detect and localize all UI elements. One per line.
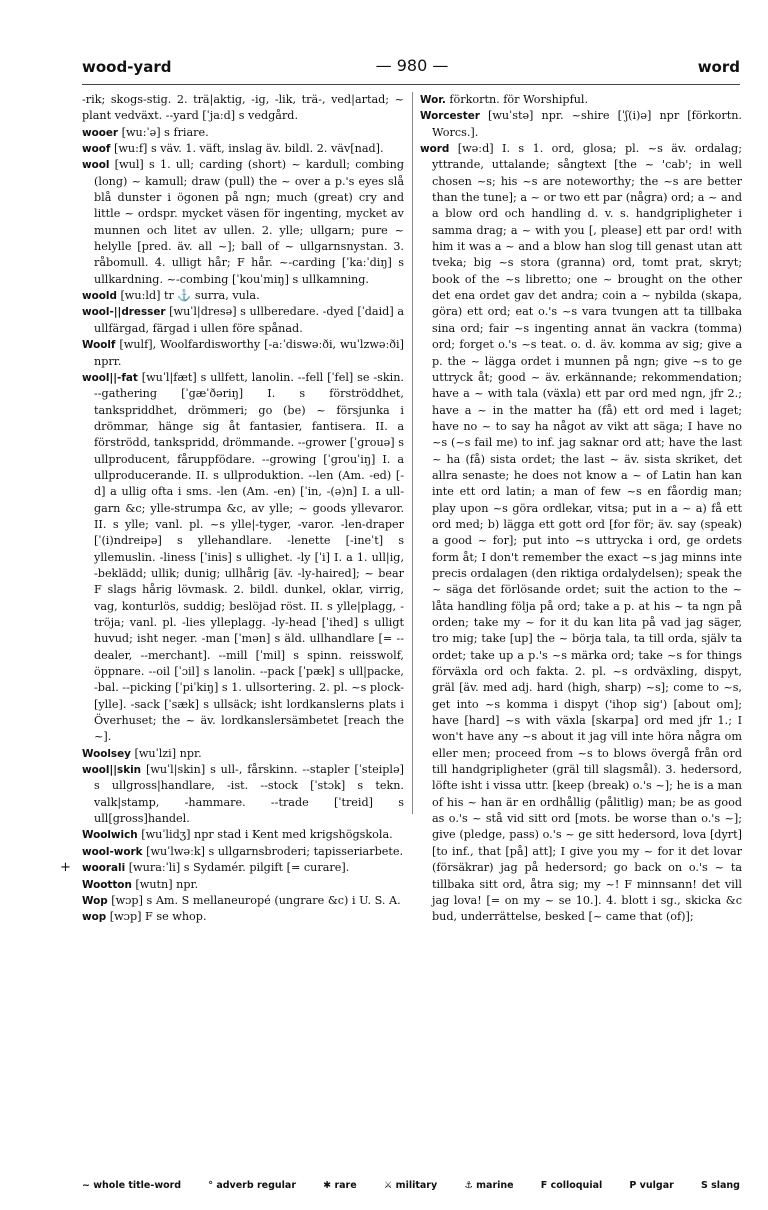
legend-item: S slang	[700, 1179, 740, 1191]
dictionary-entry	[82, 141, 404, 157]
headword: wooer	[82, 126, 119, 139]
headword: Wootton	[82, 878, 132, 891]
header-rule	[82, 84, 740, 85]
legend-item: ° adverb regular	[208, 1179, 297, 1191]
headword: Wor.	[420, 94, 446, 106]
entry-text: [wulf], Woolfardisworthy [-aːˈdiswəːði, wuˈlzwəːði] nprr.	[94, 338, 404, 368]
entry-text: [wuˈlzi] npr.	[130, 746, 202, 760]
abbreviation-legend	[82, 1176, 740, 1194]
dictionary-entry	[82, 288, 404, 304]
headword: woof	[82, 143, 111, 156]
headword: woold	[82, 290, 117, 303]
headword: wop	[82, 911, 107, 924]
entry-text: [wu:ˈə] s friare.	[118, 125, 209, 139]
dictionary-entry	[82, 370, 404, 746]
dictionary-entry	[420, 141, 742, 926]
legend-item: ⚔ military	[383, 1179, 438, 1191]
headword: wool	[82, 159, 110, 172]
dictionary-entry: + woorali [wuraːˈli] s Sydamér. pilgift [= curare].	[60, 860, 350, 876]
entry-text: [wɔp] F se whop.	[106, 910, 207, 924]
legend-item: F colloquial	[540, 1179, 603, 1191]
entry-text: [wu:ld] tr ⚓ surra, vula.	[116, 289, 260, 303]
legend-item: ~ whole title-word	[82, 1179, 182, 1191]
entry-text: [wuˈstə] npr. ~shire [ˈʃ(i)ə] npr [förkortn. Worcs.].	[432, 109, 742, 139]
headword: Woolsey	[82, 747, 131, 760]
entry-text: [wuˈl|fæt] s ullfett, lanolin. --fell [ˈfel] se -skin. --gathering [ˈgæˈðəriŋ] I. s förströddhet, tankspriddhet, drömmeri; go (be) ~ försjunka i drömmar, hänge sig åt fantasier, fantisera. II. a förströdd, tankspridd, drömmande. --grower [ˈgrouə] s ullproducent, fåruppfödare. --growing [ˈgrouˈiŋ] I. a ullproducerande. II. s ullproduktion. --len (Am. -ed) [-d] a ullig ofta i sms. -len (Am. -en) [ˈin, -(ə)n] I. a ull-garn &c; ylle-strumpa &c, av ylle; ~ goods yllevaror. II. s ylle; vanl. pl. ~s ylle|-tyger, -varor. -len-draper [ˈ(i)ndreipə] s yllehandlare. -lenette [-ineˈt] s yllemuslin. -liness [ˈinis] s ullighet. -ly [ˈi] I. a 1. ull|ig, -beklädd; ullik; dunig; ullhårig [äv. -ly-haired]; ~ bear F slags hårig lövmask. 2. bildl. dunkel, oklar, virrig, vag, konturlös, suddig; beslöjad röst. II. s ylle|plagg, -tröja; vanl. pl. -lies ylleplagg. -ly-head [ˈihed] s ulligt huvud; isht neger. -man [ˈmən] s äld. ullhandlare [= --dealer, --merchant]. --mill [ˈmil] s spinn. reisswolf, öppnare. --oil [ˈɔil] s lanolin. --pack [ˈpæk] s ull|packe, -bal. --picking [ˈpiˈkiŋ] s 1. ullsortering. 2. pl. ~s plock-[ylle]. -sack [ˈsæk] s ullsäck; isht lordkanslerns plats i Överhuset; the ~ äv. lordkanslersämbetet [reach the ~].	[94, 370, 404, 744]
header-last-word: word	[697, 58, 740, 76]
dictionary-entry	[82, 125, 404, 141]
headword: wool-work	[82, 845, 143, 858]
right-column	[420, 92, 742, 926]
entry-text: [wuˈl|skin] s ull-, fårskinn. --stapler [ˈsteiplə] s ullgross|handlare, -ist. --stock [ˈstɔk] s tekn. valk|stamp, -hammare. --trade [ˈtreid] s ull[gross]handel.	[94, 763, 404, 826]
dictionary-entry	[82, 909, 404, 925]
headword: word	[420, 143, 450, 156]
legend-item: P vulgar	[629, 1179, 674, 1191]
column-divider	[412, 92, 413, 814]
headword: Worcester	[420, 110, 480, 123]
entry-text: -rik; skogs-stig. 2. trä|aktig, -ig, -lik, trä-, ved|artad; ~ plant vedväxt. --yard [ˈjaːd] s vedgård.	[82, 93, 404, 123]
headword: wool-||dresser	[82, 306, 166, 319]
dictionary-entry	[82, 827, 404, 843]
header-first-word: wood-yard	[82, 58, 172, 76]
page-header	[82, 56, 740, 82]
entry-text: [wul] s 1. ull; carding (short) ~ kardull; combing (long) ~ kamull; draw (pull) the ~ over a p.'s eyes slå blå dunster i ögonen på ngn; much (great) cry and little ~ ordspr. mycket väsen för ingenting, mycket av munnen och litet av ullen. 2. ylle; ullgarn; pure ~ helylle [pred. äv. all ~]; ball of ~ ullgarnsnystan. 3. råbomull. 4. ulligt hår; F hår. ~-carding [ˈkaːˈdiŋ] s ullkardning. ~-combing [ˈkouˈmiŋ] s ullkamning.	[94, 158, 404, 286]
headword: Woolf	[82, 339, 116, 352]
entry-text: [wɔp] s Am. S mellaneuropé (ungrare &c) i U. S. A.	[107, 893, 401, 907]
legend-item: ✱ rare	[323, 1179, 357, 1191]
headword: Woolwich	[82, 829, 138, 842]
entry-text: [wu:f] s väv. 1. väft, inslag äv. bildl. 2. väv[nad].	[110, 142, 384, 156]
legend-item: ⚓ marine	[464, 1179, 514, 1191]
page-number: — 980 —	[375, 56, 449, 75]
dictionary-entry	[82, 762, 404, 827]
dictionary-entry	[420, 92, 742, 108]
entry-text: [wuraːˈli] s Sydamér. pilgift [= curare].	[125, 861, 350, 875]
headword: wool||skin	[82, 764, 142, 777]
dictionary-entry	[82, 746, 404, 762]
dictionary-entry	[82, 157, 404, 288]
headword: wool||-fat	[82, 371, 138, 384]
entry-text: [wəːd] I. s 1. ord, glosa; pl. ~s äv. ordalag; yttrande, uttalande; sångtext [the ~ 'cab'; in well chosen ~s; his ~s are noteworthy; the ~s are better than the tune]; a ~ or two ett par (några) ord; a ~ and a blow ord och handling d. v. s. handgripligheter i samma drag; a ~ with you [, please] ett par ord! with him it was a ~ and a blow han slog till genast utan att tveka; big ~s stora (granna) ord, tomt prat, skryt; book of the ~s libretto; one ~ brought on the other det ena ordet gav det andra; coin a ~ nybilda (skapa, göra) ett ord; eat o.'s ~s vara tvungen att ta tillbaka sina ord; fair ~s ingenting annat än vackra (tomma) ord; forget o.'s ~s teat. o. d. äv. komma av sig; give a p. the ~ lägga ordet i munnen på ngn; give ~s to ge uttryck åt; good ~ äv. erkännande; rekommendation; have a ~ with tala (växla) ett par ord med ngn, jfr 2.; have a ~ in the matter ha (få) ett ord med i laget; have no ~ to say ha något av vikt att säga; I have no ~s (~s fail me) to inf. jag saknar ord att; have the last ~ ha (få) sista ordet; the last ~ äv. sista skriket, det allra senaste; he does not know a ~ of Latin han kan inte ett ord latin; a man of few ~s en fåordig man; play upon ~s göra ordlekar, vitsa; put in a ~ a) få ett ord med; b) lägga ett gott ord [for för; äv. say (speak) a good ~ for]; put into ~s uttrycka i ord, ge ordets form åt; I don't remember the exact ~s jag minns inte precis ordalagen (den riktiga ordalydelsen); speak the ~ säga det förlösande ordet; suit the action to the ~ låta handling följa på ord; take a p. at his ~ ta ngn på orden; take my ~ for it du kan lita på vad jag säger, tro mig; take [up] the ~ börja tala, ta till orda, själv ta ordet; take up a p.'s ~s märka ord; take ~s for things förväxla ord och fakta. 2. pl. ~s ordväxling, dispyt, gräl [äv. med adj. hard (high, sharp) ~s]; come to ~s, get into ~s komma i dispyt ('ihop sig') [about om]; have [hard] ~s with växla [skarpa] ord med jfr 1.; I won't have any ~s about it jag vill inte höra några om eller men; proceed from ~s to blows övergå från ord till handgripligheter (gräl till slagsmål). 3. hedersord, löfte isht i vissa uttr. [keep (break) o.'s ~]; he is a man of his ~ han är en ordhållig (pålitlig) man; be as good as o.'s ~ stå vid sitt ord [mots. be worse than o.'s ~]; give (pledge, pass) o.'s ~ ge sitt hedersord, lova [dyrt] [to inf., that [på] att]; I give you my ~ for it det lovar (försäkrar) jag på hedersord; go back on o.'s ~ ta tillbaka sitt ord, åtra sig; my ~! F minnsann! det vill jag lova! [= on my ~ se 10.]. 4. blott i sg., skicka &c bud, underrättelse, besked [~ came that (of)];	[432, 142, 742, 924]
dictionary-entry	[82, 337, 404, 370]
entry-continuation	[82, 92, 404, 125]
dictionary-entry	[420, 108, 742, 141]
headword: Wop	[82, 894, 108, 907]
dictionary-entry	[82, 893, 404, 909]
entry-text: [wutn] npr.	[131, 877, 199, 891]
dictionary-entry	[82, 877, 404, 893]
entry-text: [wuˈlwəːk] s ullgarnsbroderi; tapisseriarbete.	[142, 844, 404, 858]
entry-text: förkortn. för Worshipful.	[445, 93, 589, 106]
dictionary-entry	[82, 844, 404, 860]
dictionary-entry	[82, 304, 404, 337]
entry-text: [wuˈl|dresə] s ullberedare. -dyed [ˈdaid] a ullfärgad, färgad i ullen före spånad.	[94, 305, 404, 335]
left-column	[60, 92, 404, 926]
entry-text: [wuˈlidʒ] npr stad i Kent med krigshögskola.	[137, 828, 393, 842]
headword: woorali	[82, 862, 126, 875]
